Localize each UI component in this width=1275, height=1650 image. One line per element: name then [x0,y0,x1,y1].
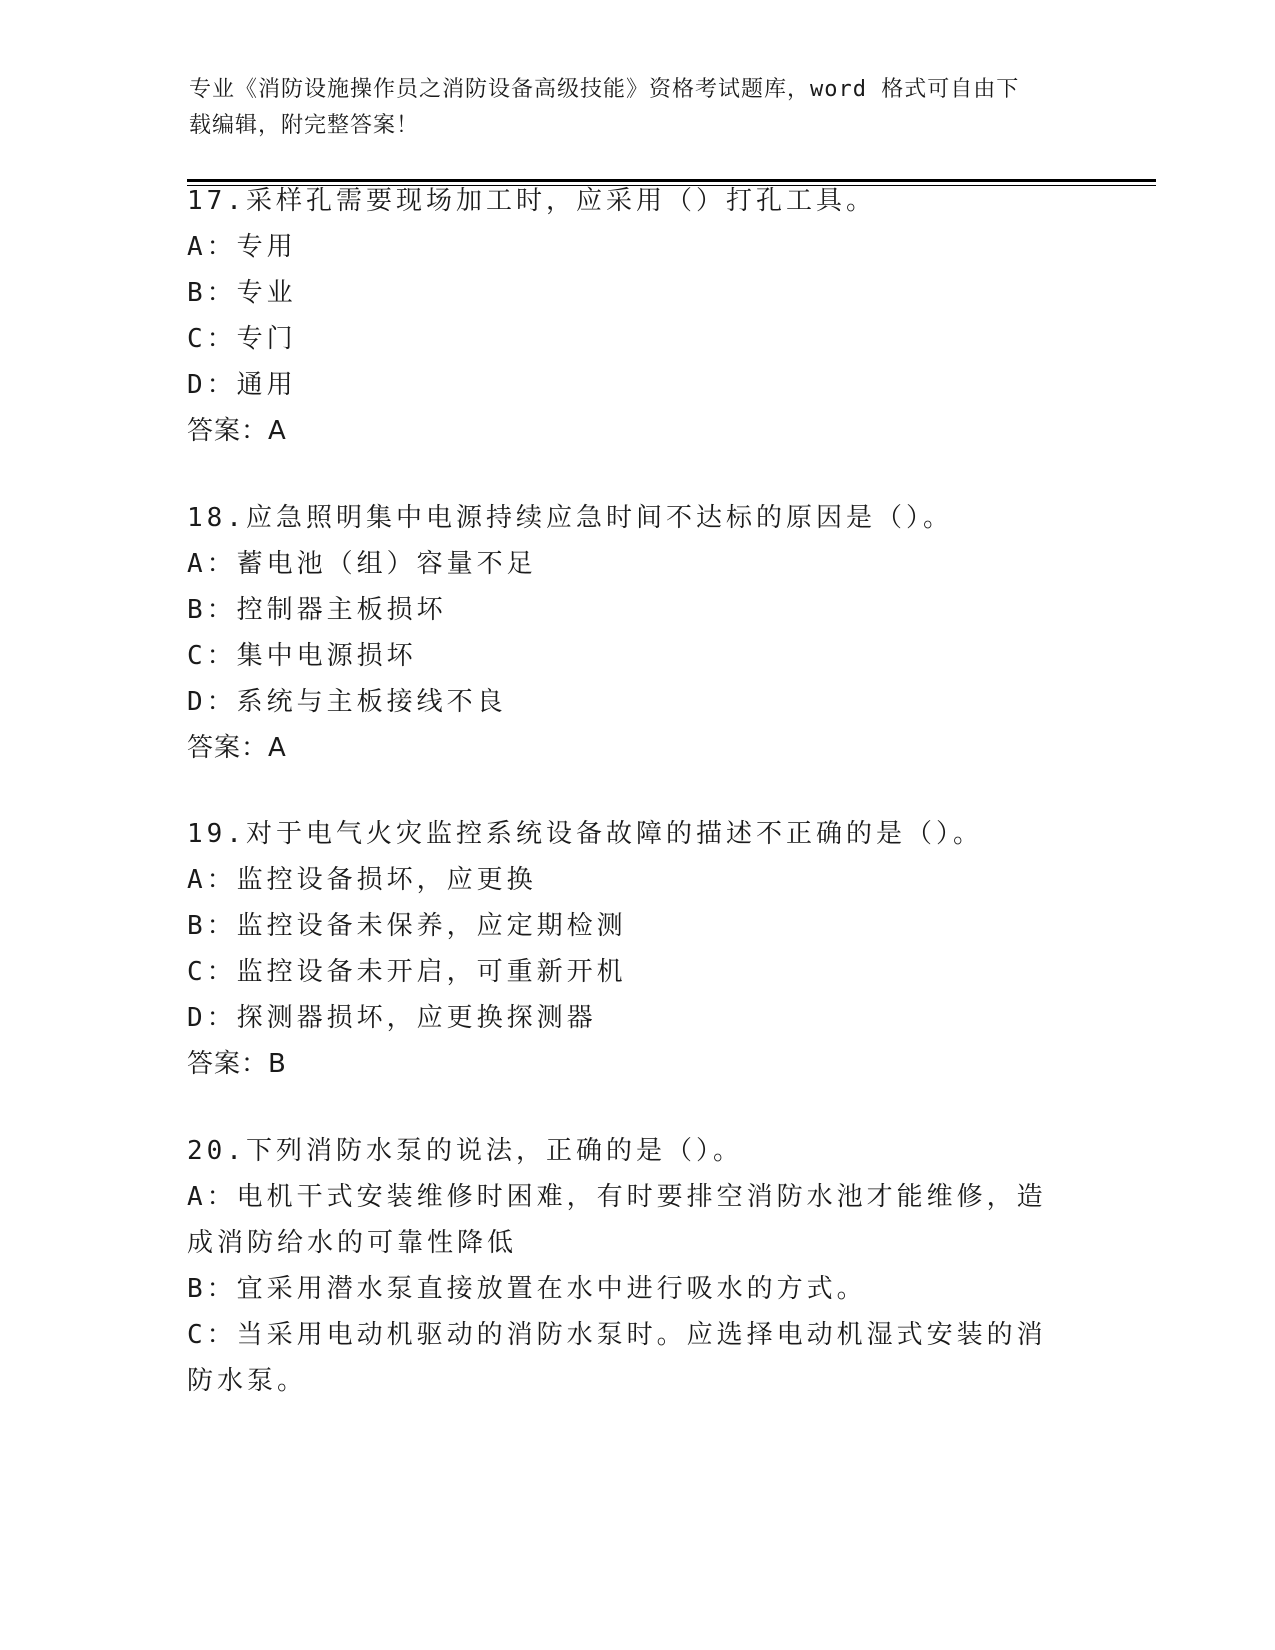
answer: 答案：B [187,1049,287,1079]
option-c: C：监控设备未开启，可重新开机 [187,957,627,987]
option-b: B：宜采用潜水泵直接放置在水中进行吸水的方式。 [187,1274,867,1304]
option-a: A：专用 [187,232,297,262]
option-d: D：通用 [187,370,297,400]
option-d: D：探测器损坏，应更换探测器 [187,1003,597,1033]
question-stem: 19.对于电气火灾监控系统设备故障的描述不正确的是（）。 [187,819,983,849]
option-a: A：电机干式安装维修时困难，有时要排空消防水池才能维修，造成消防给水的可靠性降低 [187,1182,1047,1258]
option-b: B：专业 [187,278,297,308]
question-stem: 18.应急照明集中电源持续应急时间不达标的原因是（）。 [187,503,953,533]
answer: 答案：A [187,416,287,446]
option-c: C：集中电源损坏 [187,641,417,671]
option-a: A：监控设备损坏，应更换 [187,865,537,895]
option-c: C：专门 [187,324,297,354]
option-b: B：控制器主板损坏 [187,595,447,625]
question-stem: 17.采样孔需要现场加工时，应采用（）打孔工具。 [187,186,876,216]
question-20 [187,1128,1087,1404]
question-17 [187,178,1087,454]
question-19 [187,811,1087,1087]
document-header [189,72,1089,144]
option-d: D：系统与主板接线不良 [187,687,507,717]
answer: 答案：A [187,733,287,763]
option-b: B：监控设备未保养，应定期检测 [187,911,627,941]
option-a: A：蓄电池（组）容量不足 [187,549,537,579]
question-18 [187,495,1087,771]
header-line-1: 专业《消防设施操作员之消防设备高级技能》资格考试题库，word 格式可自由下 [189,77,1020,102]
question-stem: 20.下列消防水泵的说法，正确的是（）。 [187,1136,743,1166]
header-line-2: 载编辑，附完整答案！ [189,113,420,138]
option-c: C：当采用电动机驱动的消防水泵时。应选择电动机湿式安装的消防水泵。 [187,1320,1047,1396]
